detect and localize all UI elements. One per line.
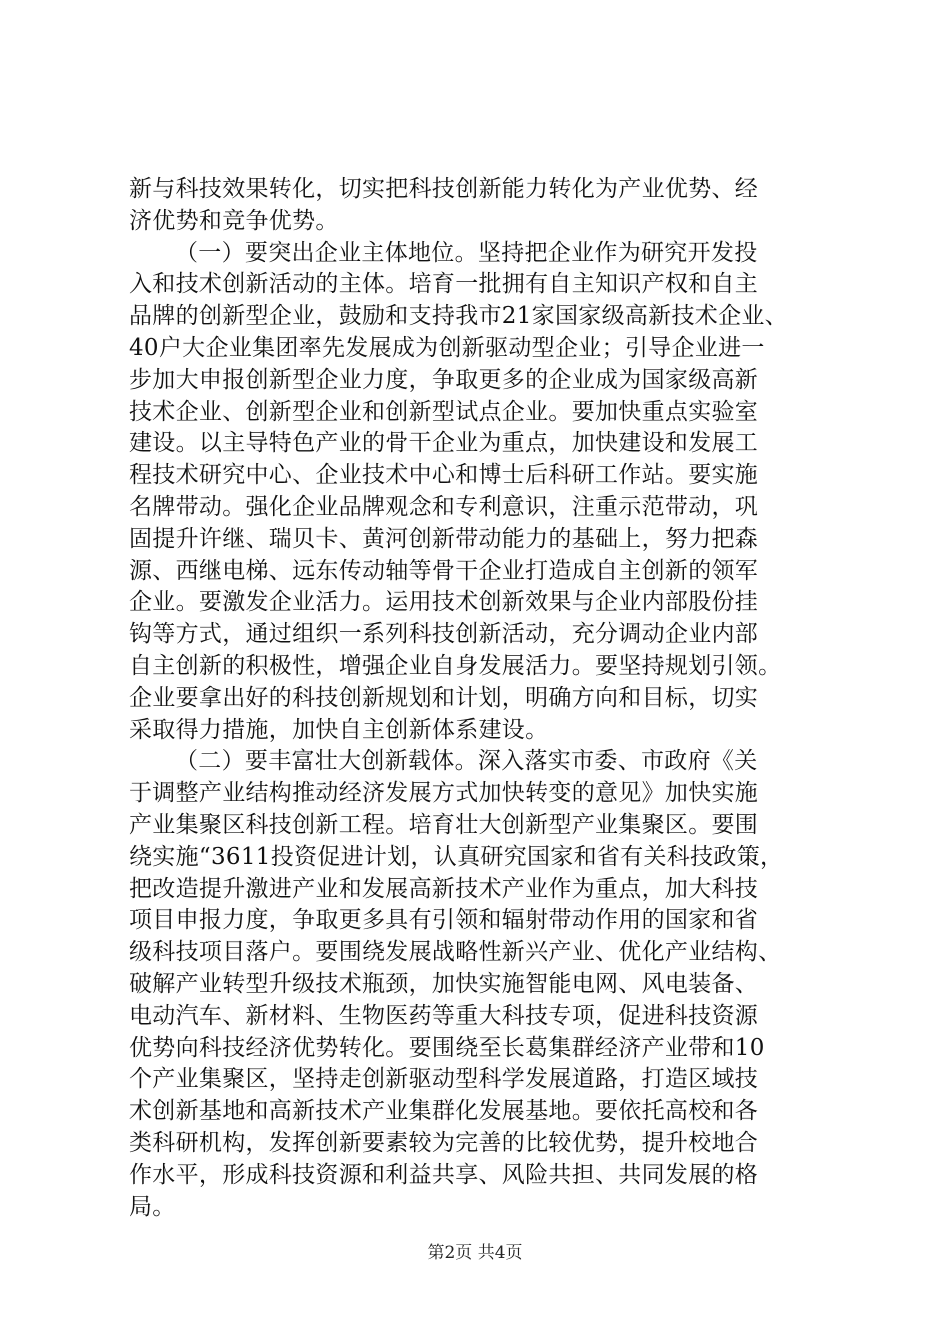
text-line: 个产业集聚区，坚持走创新驱动型科学发展道路，打造区域技: [129, 1066, 759, 1093]
text-line: 电动汽车、新材料、生物医药等重大科技专项，促进科技资源: [129, 1002, 759, 1029]
text-line: 级科技项目落户。要围绕发展战略性新兴产业、优化产业结构、: [129, 939, 782, 966]
text-line: 企业要拿出好的科技创新规划和计划，明确方向和目标，切实: [129, 684, 759, 711]
text-line: 步加大申报创新型企业力度，争取更多的企业成为国家级高新: [129, 366, 759, 393]
text-line: 绕实施“3611投资促进计划，认真研究国家和省有关科技政策，: [129, 843, 784, 870]
document-body: [129, 174, 829, 1223]
text-line: 产业集聚区科技创新工程。培育壮大创新型产业集聚区。要围: [129, 811, 759, 838]
text-line: 自主创新的积极性，增强企业自身发展活力。要坚持规划引领。: [129, 652, 782, 679]
text-line: 优势向科技经济优势转化。要围绕至长葛集群经济产业带和10: [129, 1034, 765, 1061]
text-line: 项目申报力度，争取更多具有引领和辐射带动作用的国家和省: [129, 907, 759, 934]
text-line: 新与科技效果转化，切实把科技创新能力转化为产业优势、经: [129, 176, 759, 202]
text-line: 40户大企业集团率先发展成为创新驱动型企业；引导企业进一: [129, 334, 765, 361]
text-line: 固提升许继、瑞贝卡、黄河创新带动能力的基础上，努力把森: [129, 525, 759, 552]
text-line: 源、西继电梯、远东传动轴等骨干企业打造成自主创新的领军: [129, 557, 759, 584]
text-line: 入和技术创新活动的主体。培育一批拥有自主知识产权和自主: [129, 271, 759, 298]
text-line: 建设。以主导特色产业的骨干企业为重点，加快建设和发展工: [129, 430, 759, 457]
text-line: （二）要丰富壮大创新载体。深入落实市委、市政府《关: [175, 748, 758, 775]
text-line: 破解产业转型升级技术瓶颈，加快实施智能电网、风电装备、: [129, 970, 759, 997]
text-line: 局。: [129, 1193, 176, 1220]
text-line: 把改造提升激进产业和发展高新技术产业作为重点，加大科技: [129, 875, 759, 902]
text-line: 技术企业、创新型企业和创新型试点企业。要加快重点实验室: [129, 398, 759, 425]
text-line: （一）要突出企业主体地位。坚持把企业作为研究开发投: [175, 239, 758, 266]
text-line: 采取得力措施，加快自主创新体系建设。: [129, 716, 549, 743]
page-footer: 第2页 共4页: [427, 1243, 523, 1263]
text-line: 作水平，形成科技资源和利益共享、风险共担、共同发展的格: [129, 1161, 759, 1188]
text-line: 品牌的创新型企业，鼓励和支持我市21家国家级高新技术企业、: [129, 303, 788, 330]
text-line: 钩等方式，通过组织一系列科技创新活动，充分调动企业内部: [129, 621, 759, 648]
text-line: 术创新基地和高新技术产业集群化发展基地。要依托高校和各: [129, 1098, 759, 1125]
text-line: 企业。要激发企业活力。运用技术创新效果与企业内部股份挂: [129, 589, 759, 616]
text-line: 类科研机构，发挥创新要素较为完善的比较优势，提升校地合: [129, 1129, 759, 1156]
text-line: 程技术研究中心、企业技术中心和博士后科研工作站。要实施: [129, 462, 759, 489]
text-line: 于调整产业结构推动经济发展方式加快转变的意见》加快实施: [129, 780, 759, 807]
text-line: 济优势和竞争优势。: [129, 207, 339, 234]
text-line: 名牌带动。强化企业品牌观念和专利意识，注重示范带动，巩: [129, 493, 759, 520]
